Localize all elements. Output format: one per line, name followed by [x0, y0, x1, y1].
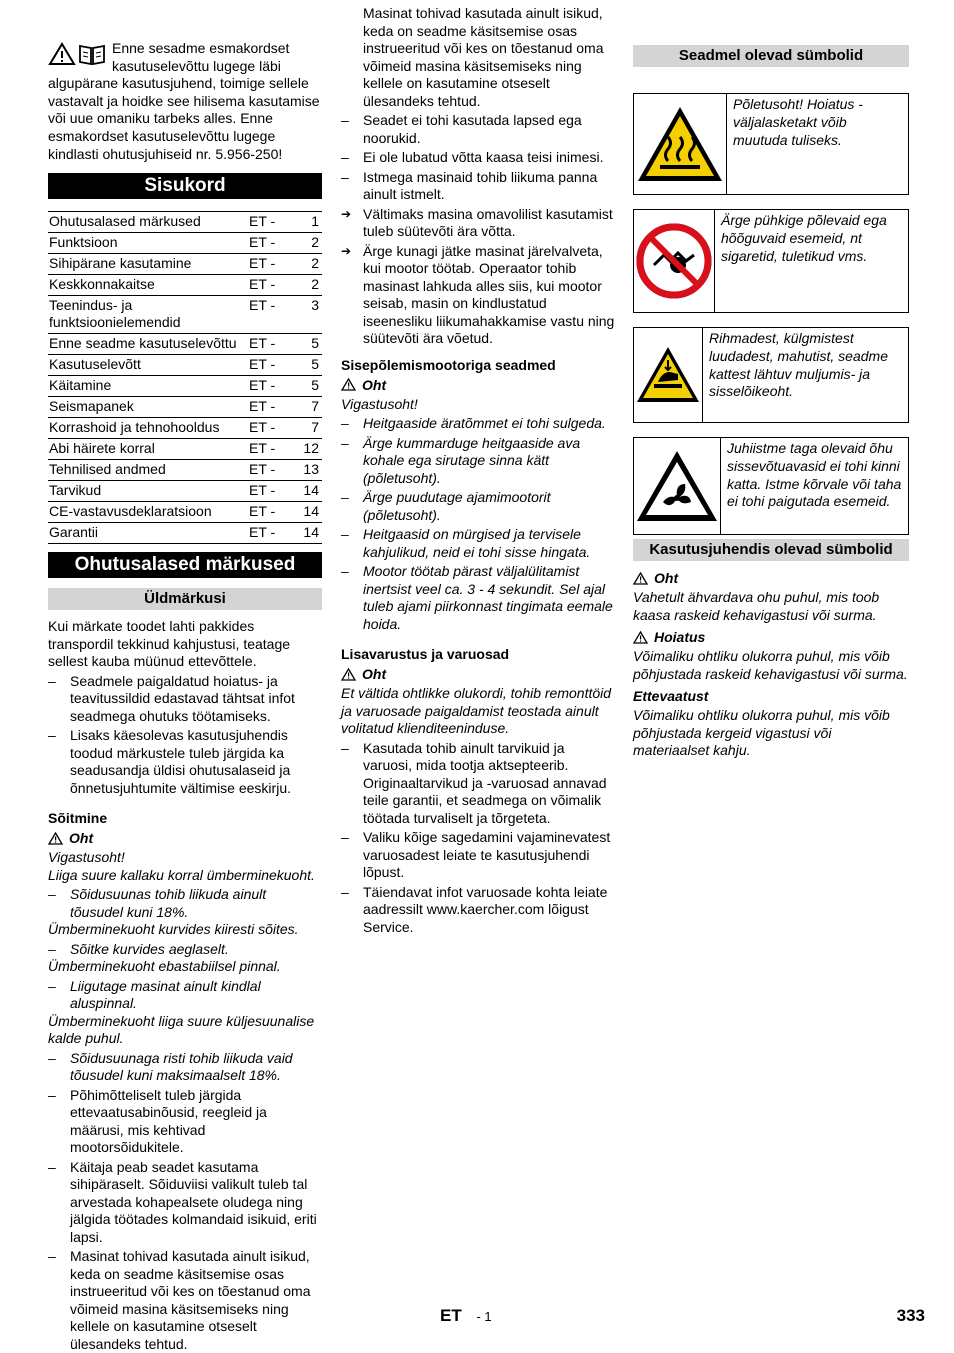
- toc-page: 12: [294, 439, 322, 460]
- warning-triangle-icon: [633, 631, 648, 644]
- toc-table: [48, 211, 322, 544]
- more-list: [341, 112, 615, 204]
- toc-label: Ohutusalased märkused: [48, 212, 248, 233]
- toc-lang: ET -: [248, 254, 294, 275]
- symbol-text: Ärge pühkige põlevaid ega hõõguvaid esemeid, nt sigaretid, tuletikud vms.: [721, 212, 887, 264]
- toc-row[interactable]: [48, 502, 322, 523]
- list-item: – Käitaja peab seadet kasutama sihipäraselt. Sõiduviisi valikult tuleb tal arvestada kohapealsete oludega ning jälgida töötades kolmandaid isikuid, eriti lapsi.: [48, 1159, 322, 1247]
- symbol-text: Juhiistme taga olevaid õhu sissevõtuavasid ei tohi kinni katta. Istme kõrvale või taha ei tohi paigutada esemeid.: [727, 440, 902, 510]
- toc-page: 1: [294, 212, 322, 233]
- list-item: – Sõidusuunas tohib liikuda ainult tõusudel kuni 18%.: [48, 886, 322, 921]
- symbol-text: Põletusoht! Hoiatus - väljalasketakt võib muutuda tuliseks.: [733, 96, 863, 148]
- accessories-list: [341, 740, 615, 937]
- engine-list: [341, 415, 615, 633]
- column-3: [633, 40, 909, 760]
- toc-page: 14: [294, 523, 322, 544]
- toc-lang: ET -: [248, 355, 294, 376]
- toc-label: Seismapanek: [48, 397, 248, 418]
- toc-label: Funktsioon: [48, 233, 248, 254]
- list-item: – Sõitke kurvides aeglaselt.: [48, 941, 322, 959]
- toc-row[interactable]: [48, 376, 322, 397]
- warning-triangle-icon: [633, 572, 648, 585]
- toc-page: 13: [294, 460, 322, 481]
- footer-language: ET - 1: [440, 1306, 492, 1325]
- symbol-box: [633, 437, 909, 535]
- toc-row[interactable]: [48, 275, 322, 296]
- symbol-box: [633, 209, 909, 313]
- toc-row[interactable]: [48, 523, 322, 544]
- toc-page: 14: [294, 481, 322, 502]
- toc-lang: ET -: [248, 481, 294, 502]
- toc-page: 5: [294, 334, 322, 355]
- toc-page: 2: [294, 233, 322, 254]
- list-item: – Liigutage masinat ainult kindlal aluspinnal.: [48, 978, 322, 1013]
- toc-row[interactable]: [48, 254, 322, 275]
- warning-text: Võimaliku ohtliku olukorra puhul, mis võib põhjustada raskeid kehavigastusi või surma.: [633, 648, 908, 682]
- toc-row[interactable]: [48, 439, 322, 460]
- toc-label: Abi häirete korral: [48, 439, 248, 460]
- general-title: Üldmärkusi: [48, 588, 322, 610]
- toc-row[interactable]: [48, 397, 322, 418]
- crush-hand-icon: [634, 328, 703, 422]
- manual-book-icon: [78, 42, 106, 66]
- list-item: – Mootor töötab pärast väljalülitamist inertsist veel ca. 3 - 4 sekundit. Sel ajal tuleb ajami piirkonnast tingimata eemale hoida.: [341, 563, 615, 633]
- column-2: [341, 5, 615, 936]
- danger-heading: Oht: [48, 829, 322, 847]
- toc-label: Enne seadme kasutuselevõttu: [48, 334, 248, 355]
- toc-label: Tarvikud: [48, 481, 248, 502]
- toc-row[interactable]: [48, 418, 322, 439]
- warning-heading: Hoiatus: [633, 628, 909, 646]
- list-item: – Ärge kummarduge heitgaaside ava kohale ega sirutage sinna kätt (põletusoht).: [341, 435, 615, 488]
- danger-text: Vahetult ähvardava ohu puhul, mis toob kaasa raskeid kehavigastusi või surma.: [633, 589, 880, 623]
- toc-lang: ET -: [248, 212, 294, 233]
- toc-label: Tehnilised andmed: [48, 460, 248, 481]
- toc-label: Käitamine: [48, 376, 248, 397]
- toc-row[interactable]: [48, 481, 322, 502]
- general-list: [48, 673, 322, 798]
- toc-page: 7: [294, 397, 322, 418]
- page-number: 333: [896, 1306, 925, 1325]
- list-item: – Seadet ei tohi kasutada lapsed ega noorukid.: [341, 112, 615, 147]
- toc-lang: ET -: [248, 523, 294, 544]
- toc-label: CE-vastavusdeklaratsioon: [48, 502, 248, 523]
- engine-title: Sisepõlemismootoriga seadmed: [341, 356, 556, 373]
- toc-lang: ET -: [248, 275, 294, 296]
- driving-title: Sõitmine: [48, 810, 108, 827]
- toc-lang: ET -: [248, 334, 294, 355]
- engine-injury: Vigastusoht!: [341, 395, 418, 412]
- accessories-title: Lisavarustus ja varuosad: [341, 646, 510, 662]
- driving-injury: Vigastusoht!: [48, 849, 125, 866]
- arrow-list: [341, 206, 615, 348]
- safety-title: Ohutusalased märkused: [48, 552, 322, 578]
- driving-risk: Ümberminekuoht ebastabiilsel pinnal.: [48, 958, 281, 975]
- warning-triangle-icon: [48, 832, 63, 845]
- driving-risk: Ümberminekuoht kurvides kiiresti sõites.: [48, 921, 299, 938]
- toc-page: 2: [294, 254, 322, 275]
- danger-heading: Oht: [341, 376, 615, 394]
- toc-lang: ET -: [248, 502, 294, 523]
- toc-page: 7: [294, 418, 322, 439]
- list-item: – Valiku kõige sagedamini vajaminevatest varuosadest leiate te kasutusjuhendi lõpust.: [341, 829, 615, 882]
- toc-page: 5: [294, 355, 322, 376]
- general-text: Kui märkate toodet lahti pakkides transpordil tekkinud kahjustusi, teatage sellest kauba müünud ettevõttele.: [48, 618, 291, 670]
- list-item: – Täiendavat infot varuosade kohta leiate aadressilt www.kaercher.com lõigust Service.: [341, 884, 615, 937]
- toc-page: 14: [294, 502, 322, 523]
- list-item: – Ei ole lubatud võtta kaasa teisi inimesi.: [341, 149, 615, 167]
- toc-row[interactable]: [48, 296, 322, 334]
- toc-label: Garantii: [48, 523, 248, 544]
- toc-lang: ET -: [248, 460, 294, 481]
- list-item: – Heitgaasid on mürgised ja tervisele kahjulikud, neid ei tohi sisse hingata.: [341, 526, 615, 561]
- list-item: – Lisaks käesolevas kasutusjuhendis toodud märkustele tuleb järgida ka seadusandja üldisi ohutusalaseid ja õnnetusjuhtumite vältimise eeskirju.: [48, 727, 322, 797]
- toc-lang: ET -: [248, 418, 294, 439]
- symbol-box: [633, 327, 909, 423]
- toc-label: Kasutuselevõtt: [48, 355, 248, 376]
- toc-row[interactable]: [48, 233, 322, 254]
- caution-text: Võimaliku ohtliku olukorra puhul, mis võib põhjustada kergeid vigastusi või materiaalset kahju.: [633, 707, 890, 758]
- intro-icons: [48, 42, 106, 66]
- toc-lang: ET -: [248, 233, 294, 254]
- hot-surface-icon: [634, 94, 727, 194]
- toc-row[interactable]: [48, 460, 322, 481]
- toc-label: Keskkonnakaitse: [48, 275, 248, 296]
- warning-triangle-icon: [341, 378, 356, 391]
- fan-warning-icon: [634, 438, 721, 534]
- toc-label: Sihipärane kasutamine: [48, 254, 248, 275]
- list-item: – Ärge puudutage ajamimootorit (põletusoht).: [341, 489, 615, 524]
- list-item: ➔ Ärge kunagi jätke masinat järelvalveta, kui mootor töötab. Operaator tohib masinast lahkuda alles siis, kui mootor seisab, masin on kindlustatud iseenesliku liikumahakkamise vastu ning süütevõti ära võetud.: [341, 243, 615, 348]
- toc-page: 3: [294, 296, 322, 334]
- caution-heading: Ettevaatust: [633, 688, 709, 704]
- no-flammables-icon: [634, 210, 715, 312]
- toc-label: Teenindus- ja funktsioonielemendid: [48, 296, 248, 334]
- driving-risk: Liiga suure kallaku korral ümberminekuoht.: [48, 866, 315, 883]
- toc-lang: ET -: [248, 439, 294, 460]
- continued-text: Masinat tohivad kasutada ainult isikud, keda on seadme käsitsemise osas instrueeritud või kes on tõestanud oma võimeid masina käsitsemiseks ning kellele on kasutamine otseselt ülesandeks tehtud.: [363, 5, 604, 109]
- warning-triangle-icon: [341, 668, 356, 681]
- danger-heading: Oht: [341, 665, 615, 683]
- symbol-box: [633, 93, 909, 195]
- list-item: – Istmega masinaid tohib liikuma panna ainult istmelt.: [341, 169, 615, 204]
- rules-list: [48, 1086, 322, 1352]
- toc-row[interactable]: [48, 355, 322, 376]
- toc-title: Sisukord: [48, 173, 322, 199]
- list-item: ➔ Vältimaks masina omavolilist kasutamist tuleb süütevõti ära võtta.: [341, 206, 615, 241]
- toc-page: 5: [294, 376, 322, 397]
- list-item: – Kasutada tohib ainult tarvikuid ja varuosi, mida tootja aktsepteerib. Originaaltarvikud ja -varuosad annavad teile garantii, et seadmega on võimalik töötada turvaliselt ja tõrgeteta.: [341, 740, 615, 828]
- column-1: [48, 40, 322, 1352]
- toc-row[interactable]: [48, 212, 322, 233]
- list-item: – Sõidusuunaga risti tohib liikuda vaid tõusudel kuni maksimaalselt 18%.: [48, 1050, 322, 1085]
- toc-page: 2: [294, 275, 322, 296]
- intro-rest: algupärane kasutusjuhend, toimige sellele vastavalt ja hoidke see hilisema kasutamise või uue omaniku tarbeks alles. Enne esmakordset kasutuselevõttu lugege kindlasti ohutusjuhiseid nr. 5.956-250!: [48, 75, 320, 162]
- warning-triangle-icon: [48, 42, 76, 66]
- toc-lang: ET -: [248, 397, 294, 418]
- toc-lang: ET -: [248, 296, 294, 334]
- toc-row[interactable]: [48, 334, 322, 355]
- list-item: – Masinat tohivad kasutada ainult isikud, keda on seadme käsitsemise osas instrueeritud või kes on tõestanud oma võimeid masina käsitsemiseks ning kellele on kasutamine otseselt ülesandeks tehtud.: [48, 1248, 322, 1284]
- list-item: – Heitgaaside äratõmmet ei tohi sulgeda.: [341, 415, 615, 433]
- accessories-text: Et vältida ohtlikke olukordi, tohib remonttöid ja varuosade paigaldamist teostada ainult volitatud klienditeeninduse.: [341, 685, 612, 736]
- symbol-text: Rihmadest, külgmistest luudadest, mahutist, seadme kattest lähtuv muljumis- ja sisselõikeoht.: [709, 330, 888, 400]
- manual-symbols-title: Kasutusjuhendis olevad sümbolid: [633, 539, 909, 561]
- list-item: – Seadmele paigaldatud hoiatus- ja teavitussildid edastavad tähtsat infot seadmega ohutuks töötamiseks.: [48, 673, 322, 726]
- device-symbols-title: Seadmel olevad sümbolid: [633, 45, 909, 67]
- intro-notice: [48, 40, 322, 163]
- list-item: – Põhimõtteliselt tuleb järgida ettevaatusabinõusid, reegleid ja määrusi, mis kehtivad mootorsõidukitele.: [48, 1087, 322, 1157]
- toc-lang: ET -: [248, 376, 294, 397]
- danger-heading: Oht: [633, 569, 909, 587]
- toc-label: Korrashoid ja tehnohooldus: [48, 418, 248, 439]
- intro-first-line: Enne sesadme esmakordset kasutuselevõttu lugege läbi: [112, 40, 290, 74]
- driving-risk: Ümberminekuoht liiga suure küljesuunalise kalde puhul.: [48, 1012, 315, 1047]
